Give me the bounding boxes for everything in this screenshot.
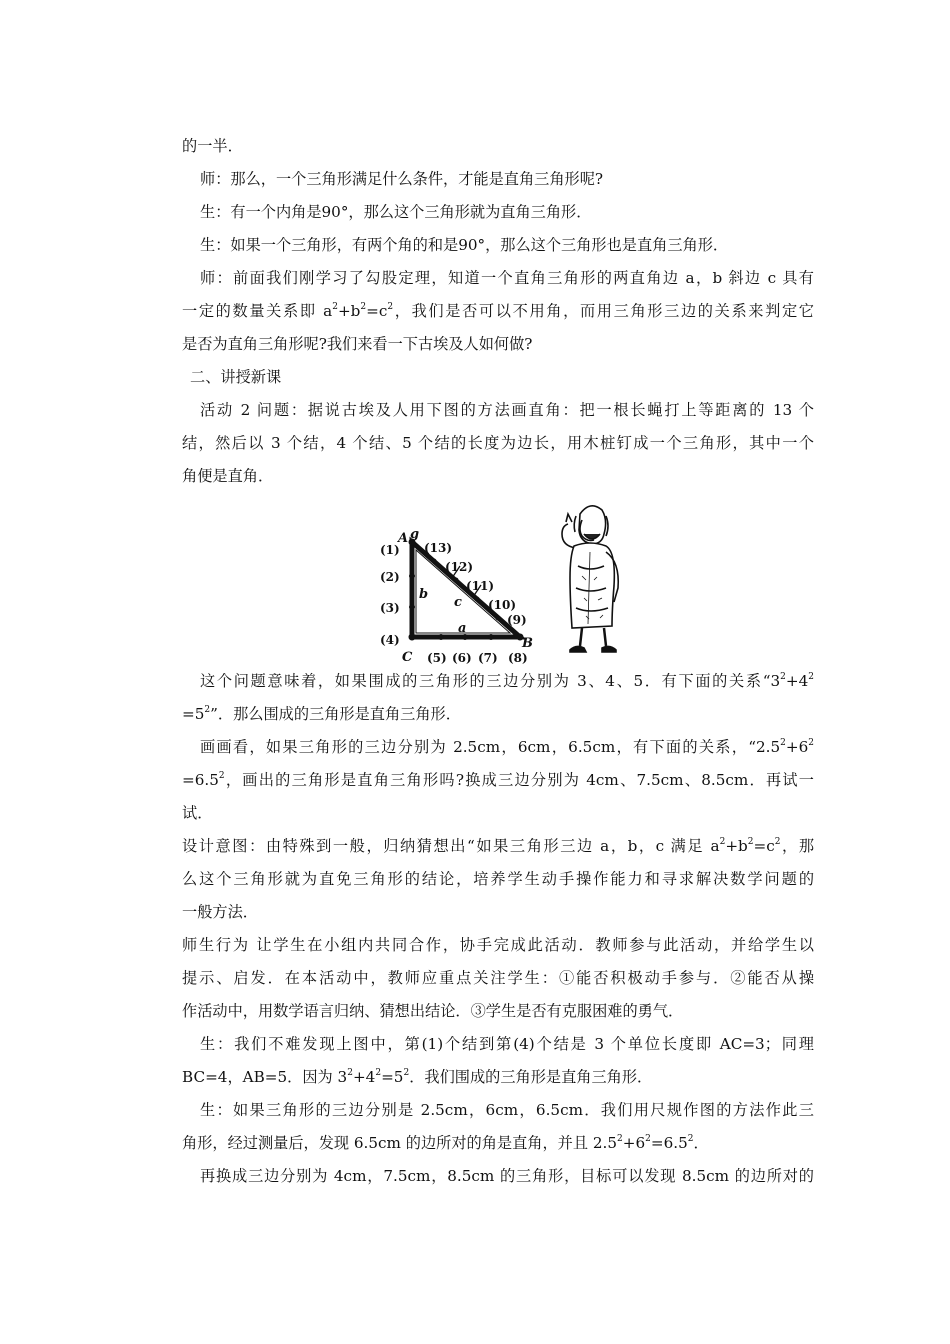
- paragraph-line: $=5^2$”．那么围成的三角形是直角三角形．: [182, 705, 461, 723]
- knot-label: (4): [380, 633, 400, 647]
- paragraph-line: 画画看，如果三角形的三边分别为 2.5cm，6cm，6.5cm，有下面的关系，“$2.5^2+6^2$: [200, 738, 814, 756]
- vertex-a-mark: g: [410, 527, 420, 542]
- paragraph-line: 是否为直角三角形呢?我们来看一下古埃及人如何做?: [182, 335, 533, 353]
- paragraph-line: 试．: [182, 804, 213, 822]
- paragraph-line: 提示、启发．在本活动中，教师应重点关注学生：①能否积极动手参与．②能否从操: [182, 969, 814, 987]
- side-a-label: a: [458, 621, 467, 636]
- paragraph-line: 师：前面我们刚学习了勾股定理，知道一个直角三角形的两直角边 a，b 斜边 c 具有: [200, 269, 814, 287]
- side-b-label: b: [419, 587, 429, 602]
- paragraph-line: 生：如果三角形的三边分别是 2.5cm，6cm，6.5cm．我们用尺规作图的方法作此三: [200, 1101, 814, 1119]
- knot-label: (3): [380, 601, 400, 615]
- knot-label: (9): [507, 613, 527, 627]
- paragraph-line: 师生行为 让学生在小组内共同合作，协手完成此活动．教师参与此活动，并给学生以: [182, 936, 814, 954]
- paragraph-line: 一般方法．: [182, 903, 258, 921]
- paragraph-line: 一定的数量关系即 $a^2+b^2=c^2$，我们是否可以不用角，而用三角形三边的关系来判定它: [182, 302, 814, 320]
- paragraph-line: 的一半．: [182, 137, 243, 155]
- side-c-label: c: [454, 595, 462, 610]
- paragraph-line: 活动 2 问题：据说古埃及人用下图的方法画直角：把一根长蝇打上等距离的 13 个: [200, 401, 814, 419]
- vertex-c-label: C: [402, 650, 413, 665]
- knot-label: (12): [445, 560, 474, 574]
- knot-label: (13): [424, 541, 453, 555]
- paragraph-line: 生：我们不难发现上图中，第(1)个结到第(4)个结是 3 个单位长度即 AC=3；同理: [200, 1035, 814, 1053]
- knot-label: (11): [466, 579, 495, 593]
- paragraph-line: 生：如果一个三角形，有两个角的和是90°，那么这个三角形也是直角三角形．: [200, 236, 729, 254]
- knot-label: (10): [488, 598, 517, 612]
- paragraph-line: 设计意图：由特殊到一般，归纳猜想出“如果三角形三边 a，b，c 满足 $a^2+b^2=c^2$，那: [182, 837, 815, 855]
- knot-label: (8): [508, 651, 528, 665]
- paragraph-line: 师：那么，一个三角形满足什么条件，才能是直角三角形呢?: [200, 170, 604, 188]
- paragraph-line: 生：有一个内角是90°，那么这个三角形就为直角三角形．: [200, 203, 592, 221]
- knot-label: (7): [478, 651, 498, 665]
- paragraph-line: 么这个三角形就为直免三角形的结论，培养学生动手操作能力和寻求解决数学问题的: [182, 870, 814, 888]
- paragraph-line: $=6.5^2$，画出的三角形是直角三角形吗?换成三边分别为 4cm、7.5cm、8.5cm．再试一: [182, 771, 814, 789]
- knot-label: (2): [380, 570, 400, 584]
- paragraph-line: 结，然后以 3 个结，4 个结、5 个结的长度为边长，用木桩钉成一个三角形，其中一个: [182, 434, 814, 452]
- knot-label: (6): [452, 651, 472, 665]
- paragraph-line: 作活动中，用数学语言归纳、猜想出结论．③学生是否有克服困难的勇气．: [182, 1002, 684, 1020]
- paragraph-line: BC=4，AB=5．因为 $3^2+4^2=5^2$．我们围成的三角形是直角三角形．: [182, 1068, 653, 1086]
- section-heading: 二、讲授新课: [190, 368, 282, 386]
- vertex-b-label: B: [522, 636, 533, 651]
- knot-label: (5): [427, 651, 447, 665]
- paragraph-line: 角形，经过测量后，发现 6.5cm 的边所对的角是直角，并且 $2.5^2+6^2=6.5^2$．: [182, 1134, 709, 1152]
- egyptian-right-angle-figure: [370, 496, 630, 670]
- paragraph-line: 再换成三边分别为 4cm，7.5cm，8.5cm 的三角形，目标可以发现 8.5cm 的边所对的: [200, 1167, 814, 1185]
- egyptian-man-illustration: [562, 506, 618, 652]
- vertex-a-label: A: [398, 531, 409, 546]
- paragraph-line: 角便是直角．: [182, 467, 274, 485]
- paragraph-line: 这个问题意味着，如果围成的三角形的三边分别为 3、4、5．有下面的关系“$3^2+4^2$: [200, 672, 814, 690]
- knot-label: (1): [380, 543, 400, 557]
